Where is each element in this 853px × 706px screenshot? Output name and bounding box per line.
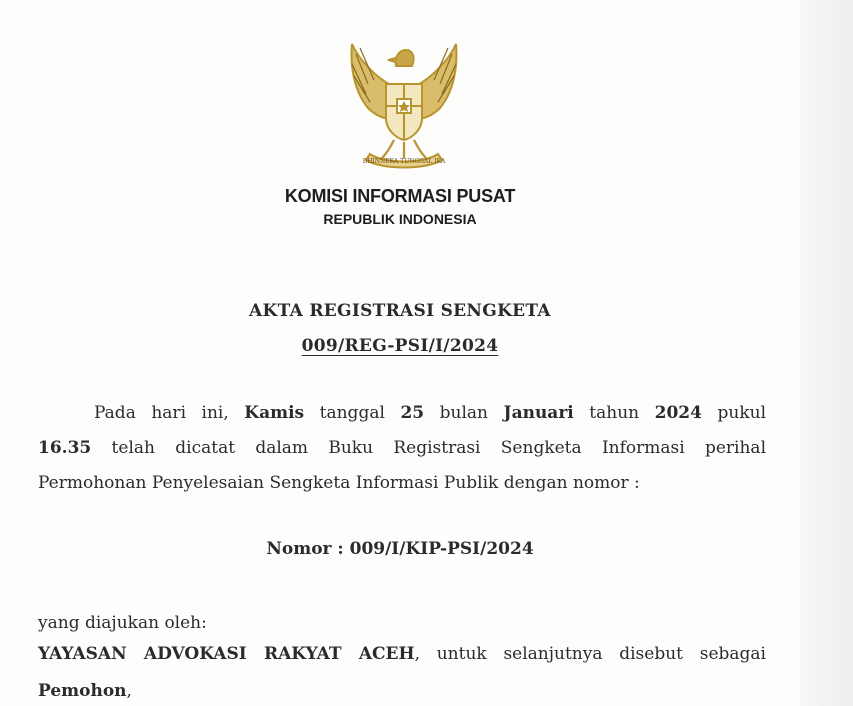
document-title: AKTA REGISTRASI SENGKETA (249, 301, 551, 321)
registration-number: 009/REG-PSI/I/2024 (301, 336, 499, 356)
garuda-emblem-icon (334, 36, 474, 176)
paragraph-line-3: Permohonan Penyelesaian Sengketa Informasi Publik dengan nomor : (38, 473, 640, 493)
applicant-role-line: Pemohon, (38, 681, 132, 701)
applicant-line: YAYASAN ADVOKASI RAKYAT ACEH, untuk selanjutnya disebut sebagai (38, 644, 766, 664)
year-value: 2024 (654, 403, 702, 423)
page-edge-shadow (800, 0, 853, 706)
institution-country: REPUBLIK INDONESIA (323, 211, 477, 227)
date-value: 25 (400, 403, 425, 423)
paragraph-line-1: Pada hari ini, Kamis tanggal 25 bulan Januari tahun 2024 pukul (94, 403, 767, 423)
svg-text:BHINNEKA TUNGGAL IKA: BHINNEKA TUNGGAL IKA (362, 158, 446, 165)
case-number: Nomor : 009/I/KIP-PSI/2024 (266, 539, 534, 559)
institution-name: KOMISI INFORMASI PUSAT (284, 186, 516, 206)
day-value: Kamis (244, 403, 305, 423)
time-value: 16.35 (38, 438, 92, 458)
applicant-name: YAYASAN ADVOKASI RAKYAT ACEH (38, 644, 415, 664)
month-value: Januari (503, 403, 574, 423)
submitted-by-label: yang diajukan oleh: (38, 613, 207, 633)
paragraph-line-2: 16.35 telah dicatat dalam Buku Registrasi Sengketa Informasi perihal (38, 438, 767, 458)
applicant-role: Pemohon (38, 681, 127, 701)
